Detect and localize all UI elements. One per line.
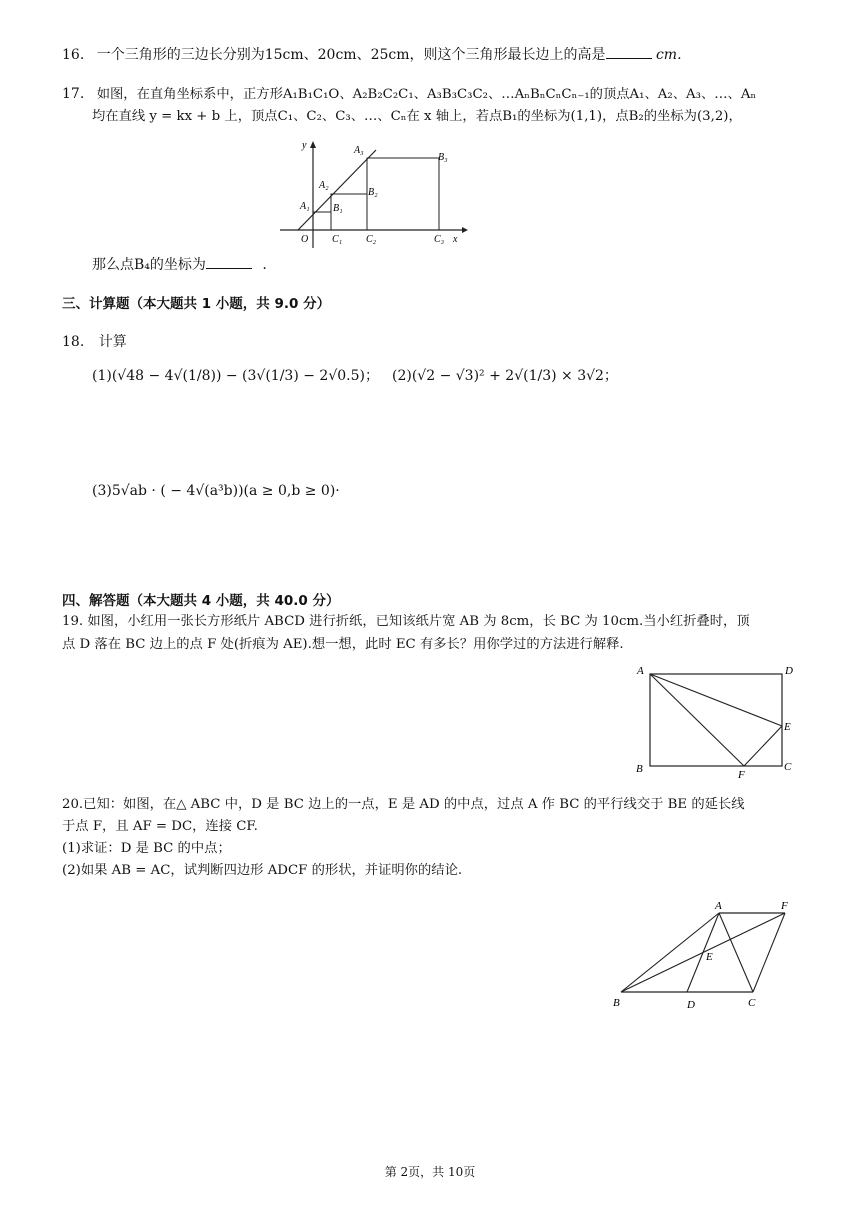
label-c3: C₃	[434, 234, 445, 245]
x-axis-arrow	[462, 227, 468, 233]
triangle-parallelogram-figure	[605, 896, 805, 1012]
question-text: 如图，在直角坐标系中，正方形A₁B₁C₁O、A₂B₂C₂C₁、A₃B₃C₃C₂、…AₙBₙCₙCₙ₋₁的顶点A₁、A₂、A₃、…、Aₙ	[96, 87, 757, 102]
q18-part-1: (1)(√48 − 4√(1/8)) − (3√(1/3) − 2√0.5)；	[92, 368, 379, 384]
question-19-line-2: 点 D 落在 BC 边上的点 F 处(折痕为 AE).想一想，此时 EC 有多长？用你学过的方法进行解释.	[62, 637, 624, 652]
q18-part-2: (2)(√2 − √3)² + 2√(1/3) × 3√2；	[392, 368, 618, 384]
question-20-line-2: 于点 F，且 AF = DC，连接 CF.	[62, 819, 258, 834]
question-text: 均在直线 y = kx + b 上，顶点C₁、C₂、C₃、…、Cₙ在 x 轴上，若点B₁的坐标为(1,1)，点B₂的坐标为(3,2)，	[92, 109, 742, 124]
section-3-title: 三、计算题（本大题共 1 小题，共 9.0 分）	[62, 296, 331, 312]
fold-line-ae	[650, 674, 782, 726]
label-f: F	[781, 900, 788, 912]
label-c2: C₂	[366, 234, 377, 245]
question-17-line-3	[92, 254, 267, 275]
answer-blank	[606, 44, 652, 59]
question-20-line-1: 20.已知：如图，在△ ABC 中，D 是 BC 边上的一点，E 是 AD 的中点，过点 A 作 BC 的平行线交于 BE 的延长线	[62, 797, 745, 812]
end-punct: .	[262, 257, 267, 273]
segment-af	[650, 674, 744, 766]
square-staircase-figure	[280, 138, 470, 250]
segment-cf	[753, 913, 785, 992]
label-b: B	[613, 997, 620, 1009]
segment-bf	[621, 913, 785, 992]
label-a: A	[637, 665, 644, 677]
q18-part-3: (3)5√ab · ( − 4√(a³b))(a ≥ 0,b ≥ 0)·	[92, 483, 340, 499]
section-4-title: 四、解答题（本大题共 4 小题，共 40.0 分）	[62, 593, 340, 609]
square-1	[313, 212, 331, 230]
answer-blank	[206, 254, 252, 269]
question-19-line-1: 19. 如图，小红用一张长方形纸片 ABCD 进行折纸，已知该纸片宽 AB 为 8cm，长 BC 为 10cm.当小红折叠时，顶	[62, 614, 750, 629]
label-b1: B₁	[333, 203, 343, 214]
question-17-line-1	[62, 84, 756, 105]
segment-ba	[621, 913, 719, 992]
label-e: E	[706, 951, 713, 963]
unit-text: cm.	[655, 47, 682, 63]
label-a1: A₁	[300, 201, 310, 212]
question-18	[62, 332, 127, 352]
page-footer: 第 2页，共 10页	[384, 1165, 476, 1179]
label-c1: C₁	[332, 234, 343, 245]
rectangle-abcd	[650, 674, 782, 766]
label-x: x	[453, 234, 458, 245]
label-origin: O	[301, 234, 309, 245]
square-3	[367, 158, 439, 230]
question-number: 17.	[62, 86, 85, 102]
label-y: y	[302, 140, 307, 151]
label-b3: B₃	[438, 152, 448, 163]
label-a: A	[715, 900, 722, 912]
label-a3: A₃	[354, 145, 364, 156]
label-b: B	[636, 763, 643, 775]
question-20-line-4: (2)如果 AB = AC，试判断四边形 ADCF 的形状，并证明你的结论.	[62, 863, 463, 878]
label-c: C	[748, 997, 756, 1009]
label-c: C	[784, 761, 792, 773]
y-axis-arrow	[310, 141, 316, 148]
segment-fe	[744, 726, 782, 766]
folded-rectangle-figure	[632, 660, 802, 782]
label-b2: B₂	[368, 187, 378, 198]
question-16	[62, 44, 682, 65]
question-text: 那么点B₄的坐标为	[92, 257, 206, 273]
question-17-line-2	[92, 106, 742, 127]
line-y-kx-b	[298, 150, 376, 230]
question-20-line-3: (1)求证：D 是 BC 的中点；	[62, 841, 231, 856]
segment-ac	[719, 913, 753, 992]
question-number: 16.	[62, 47, 85, 63]
label-f: F	[738, 769, 745, 781]
label-e: E	[784, 721, 791, 733]
label-d: D	[785, 665, 793, 677]
label-a2: A₂	[319, 180, 329, 191]
question-text: 一个三角形的三边长分别为15cm、20cm、25cm，则这个三角形最长边上的高是	[96, 47, 606, 63]
question-title: 计算	[98, 334, 127, 350]
question-number: 18.	[62, 334, 85, 350]
label-d: D	[687, 999, 695, 1011]
